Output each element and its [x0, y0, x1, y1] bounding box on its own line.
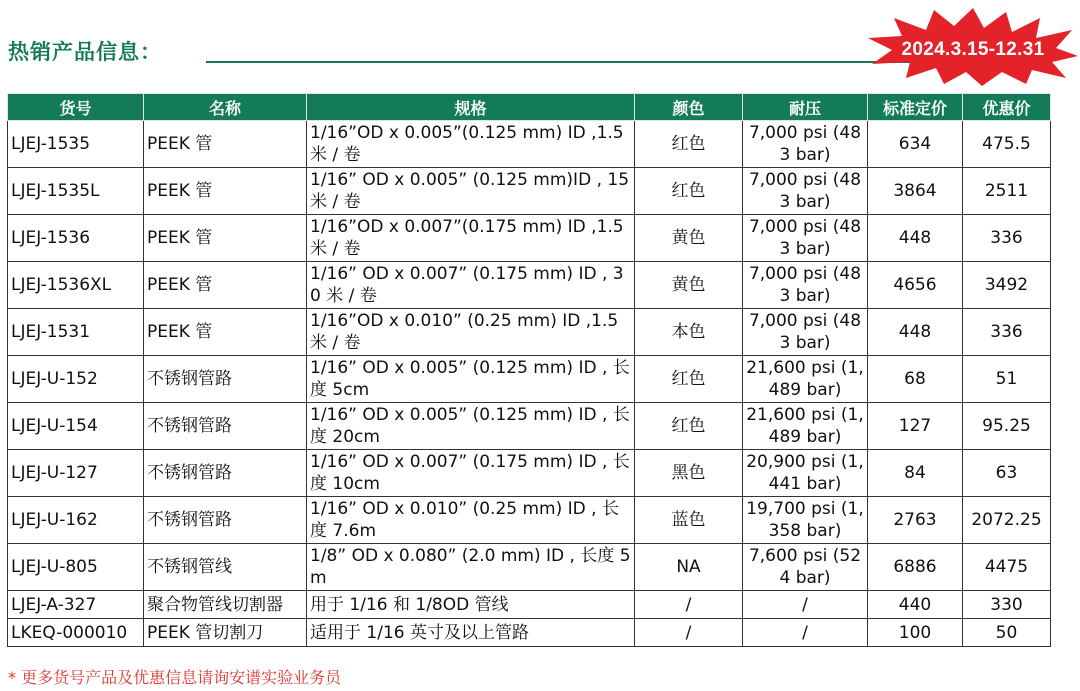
cell-spec: 1/16” OD x 0.005” (0.125 mm) ID , 长度 20cm	[307, 403, 635, 450]
table-row	[8, 309, 1051, 356]
cell-spec: 用于 1/16 和 1/8OD 管线	[307, 591, 635, 619]
cell-promo-price: 2511	[963, 168, 1051, 215]
cell-spec: 1/16” OD x 0.005” (0.125 mm) ID , 长度 5cm	[307, 356, 635, 403]
cell-name: 不锈钢管路	[144, 450, 307, 497]
title-divider	[206, 61, 976, 63]
page-title: 热销产品信息：	[8, 40, 162, 64]
cell-list-price: 3864	[868, 168, 963, 215]
cell-color: 黄色	[635, 262, 743, 309]
cell-item-no: LJEJ-1535	[8, 121, 144, 168]
cell-item-no: LJEJ-U-154	[8, 403, 144, 450]
header-name: 名称	[144, 94, 307, 121]
cell-list-price: 448	[868, 215, 963, 262]
promo-badge	[866, 6, 1080, 86]
table-row	[8, 544, 1051, 591]
cell-promo-price: 3492	[963, 262, 1051, 309]
table-row	[8, 403, 1051, 450]
cell-spec: 1/16”OD x 0.005”(0.125 mm) ID ,1.5米 / 卷	[307, 121, 635, 168]
cell-item-no: LJEJ-1535L	[8, 168, 144, 215]
cell-promo-price: 50	[963, 619, 1051, 647]
cell-color: 本色	[635, 309, 743, 356]
product-table	[7, 93, 1051, 647]
cell-color: 红色	[635, 356, 743, 403]
cell-name: 不锈钢管路	[144, 403, 307, 450]
cell-list-price: 4656	[868, 262, 963, 309]
table-row	[8, 450, 1051, 497]
cell-spec: 1/16” OD x 0.005” (0.125 mm)ID , 15 米 / 卷	[307, 168, 635, 215]
table-row	[8, 497, 1051, 544]
cell-item-no: LJEJ-1536XL	[8, 262, 144, 309]
cell-promo-price: 63	[963, 450, 1051, 497]
table-row	[8, 262, 1051, 309]
cell-name: PEEK 管	[144, 215, 307, 262]
cell-item-no: LJEJ-U-162	[8, 497, 144, 544]
header-pressure: 耐压	[743, 94, 868, 121]
cell-pressure: 21,600 psi (1,489 bar)	[743, 356, 868, 403]
cell-list-price: 127	[868, 403, 963, 450]
cell-item-no: LJEJ-U-127	[8, 450, 144, 497]
table-header-row	[8, 94, 1051, 121]
cell-pressure: 19,700 psi (1,358 bar)	[743, 497, 868, 544]
cell-list-price: 448	[868, 309, 963, 356]
cell-pressure: 21,600 psi (1,489 bar)	[743, 403, 868, 450]
cell-color: 黄色	[635, 215, 743, 262]
cell-name: 不锈钢管路	[144, 497, 307, 544]
cell-promo-price: 2072.25	[963, 497, 1051, 544]
cell-spec: 1/16” OD x 0.007” (0.175 mm) ID , 30 米 / 卷	[307, 262, 635, 309]
table-row	[8, 591, 1051, 619]
cell-pressure: /	[743, 591, 868, 619]
cell-item-no: LJEJ-U-805	[8, 544, 144, 591]
cell-name: 不锈钢管线	[144, 544, 307, 591]
cell-promo-price: 51	[963, 356, 1051, 403]
footnote: * 更多货号产品及优惠信息请询安谱实验业务员	[8, 668, 342, 687]
table-row	[8, 168, 1051, 215]
cell-promo-price: 475.5	[963, 121, 1051, 168]
cell-color: 红色	[635, 121, 743, 168]
cell-promo-price: 95.25	[963, 403, 1051, 450]
cell-pressure: 7,000 psi (483 bar)	[743, 168, 868, 215]
cell-spec: 适用于 1/16 英寸及以上管路	[307, 619, 635, 647]
cell-color: 黑色	[635, 450, 743, 497]
cell-name: 不锈钢管路	[144, 356, 307, 403]
cell-list-price: 68	[868, 356, 963, 403]
promo-date: 2024.3.15-12.31	[901, 39, 1045, 60]
cell-spec: 1/16” OD x 0.007” (0.175 mm) ID , 长度 10cm	[307, 450, 635, 497]
cell-name: PEEK 管切割刀	[144, 619, 307, 647]
cell-item-no: LJEJ-A-327	[8, 591, 144, 619]
cell-pressure: 20,900 psi (1,441 bar)	[743, 450, 868, 497]
cell-promo-price: 336	[963, 309, 1051, 356]
table-row	[8, 121, 1051, 168]
cell-name: 聚合物管线切割器	[144, 591, 307, 619]
cell-name: PEEK 管	[144, 309, 307, 356]
cell-promo-price: 336	[963, 215, 1051, 262]
cell-name: PEEK 管	[144, 168, 307, 215]
cell-color: /	[635, 591, 743, 619]
cell-name: PEEK 管	[144, 121, 307, 168]
table-row	[8, 356, 1051, 403]
table-row	[8, 215, 1051, 262]
cell-list-price: 634	[868, 121, 963, 168]
cell-spec: 1/16”OD x 0.007”(0.175 mm) ID ,1.5米 / 卷	[307, 215, 635, 262]
cell-pressure: /	[743, 619, 868, 647]
cell-color: /	[635, 619, 743, 647]
cell-list-price: 440	[868, 591, 963, 619]
cell-spec: 1/16”OD x 0.010” (0.25 mm) ID ,1.5米 / 卷	[307, 309, 635, 356]
cell-item-no: LKEQ-000010	[8, 619, 144, 647]
cell-promo-price: 330	[963, 591, 1051, 619]
cell-name: PEEK 管	[144, 262, 307, 309]
cell-spec: 1/16” OD x 0.010” (0.25 mm) ID , 长度 7.6m	[307, 497, 635, 544]
cell-color: 红色	[635, 168, 743, 215]
cell-color: NA	[635, 544, 743, 591]
table-row	[8, 619, 1051, 647]
cell-pressure: 7,000 psi (483 bar)	[743, 309, 868, 356]
cell-item-no: LJEJ-1531	[8, 309, 144, 356]
cell-spec: 1/8” OD x 0.080” (2.0 mm) ID , 长度 5m	[307, 544, 635, 591]
header-promo-price: 优惠价	[963, 94, 1051, 121]
cell-pressure: 7,000 psi (483 bar)	[743, 262, 868, 309]
header-color: 颜色	[635, 94, 743, 121]
cell-promo-price: 4475	[963, 544, 1051, 591]
cell-pressure: 7,000 psi (483 bar)	[743, 215, 868, 262]
cell-item-no: LJEJ-U-152	[8, 356, 144, 403]
cell-list-price: 100	[868, 619, 963, 647]
header-item-no: 货号	[8, 94, 144, 121]
cell-pressure: 7,000 psi (483 bar)	[743, 121, 868, 168]
header-spec: 规格	[307, 94, 635, 121]
header-list-price: 标准定价	[868, 94, 963, 121]
cell-color: 蓝色	[635, 497, 743, 544]
cell-list-price: 84	[868, 450, 963, 497]
cell-color: 红色	[635, 403, 743, 450]
cell-list-price: 6886	[868, 544, 963, 591]
cell-pressure: 7,600 psi (524 bar)	[743, 544, 868, 591]
cell-list-price: 2763	[868, 497, 963, 544]
cell-item-no: LJEJ-1536	[8, 215, 144, 262]
